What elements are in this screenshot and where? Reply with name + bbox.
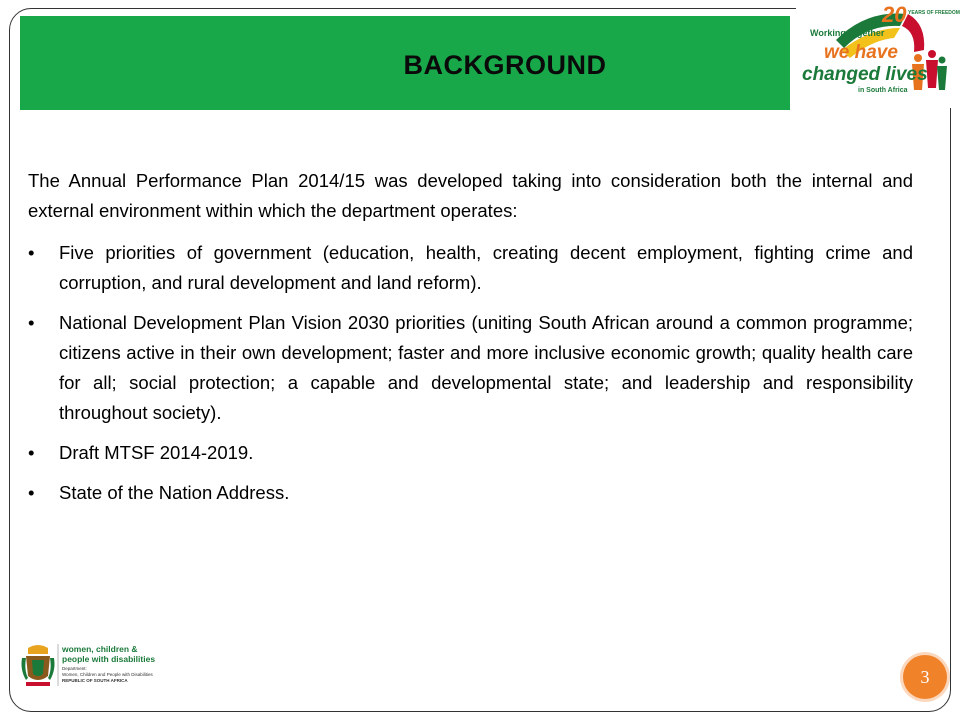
badge-number: 20 <box>882 2 907 27</box>
logo-line-3: changed lives <box>802 64 928 85</box>
bullet-icon: • <box>28 312 35 333</box>
dept-line-5: REPUBLIC OF SOUTH AFRICA <box>62 678 128 683</box>
bullet-text: State of the Nation Address. <box>59 482 290 503</box>
bullet-icon: • <box>28 442 35 463</box>
page-number: 3 <box>903 655 947 699</box>
bullet-icon: • <box>28 242 35 263</box>
bullet-item <box>28 478 913 508</box>
slide-body <box>28 166 913 518</box>
bullet-text: Draft MTSF 2014-2019. <box>59 442 254 463</box>
bullet-list <box>28 238 913 508</box>
logo-line-1: Working together <box>810 28 885 38</box>
dept-line-1: women, children & <box>62 644 138 654</box>
dept-line-4: Women, Children and People with Disabilities <box>62 672 153 677</box>
coat-of-arms-icon <box>22 645 55 686</box>
bullet-icon: • <box>28 482 35 503</box>
twenty-years-logo-graphic <box>796 0 960 108</box>
logo-line-4: in South Africa <box>858 87 908 94</box>
department-logo-graphic <box>18 640 176 690</box>
bullet-item <box>28 308 913 428</box>
bullet-item <box>28 438 913 468</box>
dept-line-3: Department: <box>62 666 87 671</box>
bullet-item <box>28 238 913 298</box>
intro-paragraph: The Annual Performance Plan 2014/15 was developed taking into consideration both the internal and external environment within which the department operates: <box>28 170 913 221</box>
dept-line-2: people with disabilities <box>62 654 156 664</box>
logo-line-2: we have <box>824 42 898 63</box>
bullet-text: Five priorities of government (education, health, creating decent employment, fighting crime and corruption, and rural development and land reform). <box>59 242 913 293</box>
badge-subtitle: YEARS OF FREEDOM <box>908 10 960 16</box>
bullet-text: National Development Plan Vision 2030 priorities (uniting South African around a common programme; citizens active in their own development; faster and more inclusive economic growth; quality health care for all; social protection; a capable and developmental state; and leadership and responsibility throughout society). <box>59 312 913 423</box>
slide-title: BACKGROUND <box>403 50 607 80</box>
department-logo <box>18 640 176 690</box>
twenty-years-logo <box>796 0 960 108</box>
